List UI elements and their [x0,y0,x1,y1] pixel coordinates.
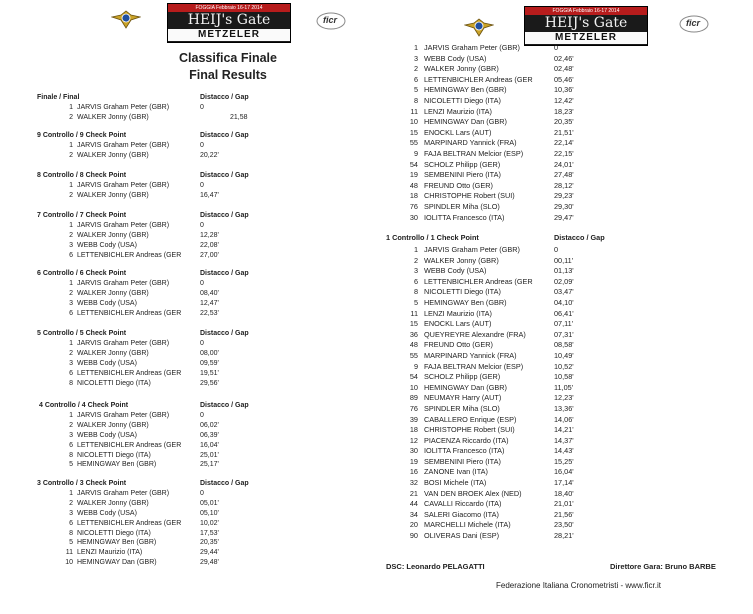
rider-gap: 0 [200,104,204,111]
rider-gap: 29,23' [554,191,574,201]
rider-position: 5 [69,539,73,547]
rider-gap: 21,01' [554,499,574,509]
rider-gap: 11,05' [554,382,574,392]
rider-name: WALKER Jonny (GBR) [77,191,149,199]
rider-name: SEMBENINI Piero (ITA) [424,170,501,180]
banner-sponsor-text: METZELER [168,29,290,41]
rider-name: CABALLERO Enrique (ESP) [424,414,517,424]
rider-gap: 0 [554,245,559,254]
rider-name: JARVIS Graham Peter (GBR) [77,280,170,287]
title-line-2: Final Results [189,68,267,82]
rider-name: HEMINGWAY Dan (GBR) [77,559,157,567]
rider-gap: 16,04' [200,441,219,449]
rider-position: 15 [409,319,418,329]
rider-position: 9 [413,148,418,158]
rider-position: 2 [69,151,73,159]
rider-position: 76 [409,201,418,211]
rider-position: 1 [69,222,73,229]
rider-position: 2 [69,231,73,239]
rider-name: LETTENBICHLER Andreas (GER [77,309,182,317]
section-label: Finale / Final [37,94,80,101]
rider-name: LENZI Maurizio (ITA) [77,549,143,557]
rider-position: 10 [409,382,418,392]
rider-position: 18 [409,425,418,435]
section-label: 5 Controllo / 5 Check Point [37,330,127,337]
rider-gap: 05,01' [200,499,219,507]
rider-gap: 0 [200,490,204,497]
rider-position: 2 [413,255,418,265]
page-title [168,50,288,84]
rider-position: 54 [409,159,418,169]
rider-gap: 05,46' [554,74,574,84]
banner-sponsor-text: METZELER [525,32,647,44]
rider-gap: 25,17' [200,461,219,469]
rider-position: 10 [65,559,73,567]
rider-gap: 14,06' [554,414,574,424]
section-label: 6 Controllo / 6 Check Point [37,270,127,277]
section-label: 4 Controllo / 4 Check Point [39,402,129,409]
rider-position: 1 [69,412,73,419]
rider-name: LETTENBICHLER Andreas (GER [424,74,533,84]
rider-gap: 22,08' [200,241,219,249]
rider-gap: 10,02' [200,519,219,527]
rider-name: ZANONE Ivan (ITA) [424,467,488,477]
rider-position: 2 [69,289,73,297]
rider-name: WEBB Cody (USA) [424,266,487,276]
rider-position: 34 [409,509,418,519]
rider-name: WALKER Jonny (GBR) [77,151,149,159]
rider-gap: 05,10' [200,509,219,517]
rider-position: 6 [69,309,73,317]
rider-name: HEMINGWAY Ben (GBR) [424,297,507,307]
rider-gap: 19,51' [200,369,219,377]
rider-gap: 20,22' [200,151,219,159]
rider-gap: 09,59' [200,359,219,367]
rider-position: 3 [69,359,73,367]
rider-name: CHRISTOPHE Robert (SUI) [424,191,515,201]
rider-gap: 08,00' [200,349,219,357]
rider-gap: 12,47' [200,299,219,307]
rider-position: 8 [69,451,73,459]
rider-name: NICOLETTI Diego (ITA) [77,451,151,459]
rider-position: 39 [409,414,418,424]
rider-name: FREUND Otto (GER) [424,180,493,190]
rider-name: LETTENBICHLER Andreas (GER [77,369,182,377]
rider-position: 48 [409,340,418,350]
rider-gap: 07,11' [554,319,574,329]
rider-name: CHRISTOPHE Robert (SUI) [424,425,515,435]
rider-name: LETTENBICHLER Andreas (GER [77,251,182,259]
rider-gap: 10,49' [554,350,574,360]
moto-club-logo-right-icon [464,16,494,38]
rider-gap: 14,37' [554,435,574,445]
rider-gap: 18,40' [554,488,574,498]
rider-name: VAN DEN BROEK Alex (NED) [424,488,522,498]
event-banner-logo [167,3,291,43]
rider-name: WEBB Cody (USA) [77,241,137,249]
ficr-logo-right [678,13,710,35]
rider-position: 9 [413,361,418,371]
rider-name: HEMINGWAY Dan (GBR) [424,117,507,127]
rider-gap: 21,58 [230,113,248,121]
rider-gap: 17,14' [554,478,574,488]
rider-gap: 02,46' [554,53,574,63]
rider-gap: 12,28' [200,231,219,239]
rider-name: MARCHELLI Michele (ITA) [424,520,511,530]
rider-position: 18 [409,191,418,201]
dsc-name: DSC: Leonardo PELAGATTI [386,562,485,571]
rider-position: 19 [409,170,418,180]
rider-position: 8 [413,287,418,297]
rider-position: 10 [409,117,418,127]
rider-name: SCHOLZ Philipp (GER) [424,159,501,169]
rider-position: 30 [409,212,418,222]
rider-position: 1 [69,142,73,149]
section-label: 9 Controllo / 9 Check Point [37,132,127,139]
rider-name: HEMINGWAY Dan (GBR) [424,382,507,392]
gap-column-header: Distacco / Gap [200,172,249,179]
rider-position: 2 [69,113,73,121]
rider-position: 1 [413,43,418,52]
rider-gap: 18,23' [554,106,574,116]
rider-name: IOLITTA Francesco (ITA) [424,212,505,222]
gap-column-header: Distacco / Gap [200,330,249,337]
moto-club-logo-icon [111,8,141,30]
rider-position: 1 [69,104,73,111]
rider-position: 76 [409,403,418,413]
banner-main-text: HEIJ's Gate [187,12,271,28]
rider-position: 1 [69,182,73,189]
rider-gap: 01,13' [554,266,574,276]
rider-name: WALKER Jonny (GBR) [77,349,149,357]
title-line-1: Classifica Finale [179,51,277,65]
rider-name: MARPINARD Yannick (FRA) [424,138,517,148]
rider-position: 3 [69,241,73,249]
rider-gap: 0 [200,340,204,347]
rider-position: 8 [69,529,73,537]
rider-gap: 02,48' [554,64,574,74]
rider-position: 6 [69,251,73,259]
rider-name: WALKER Jonny (GBR) [77,113,149,121]
rider-position: 21 [409,488,418,498]
gap-column-header: Distacco / Gap [200,132,249,139]
rider-name: FAJA BELTRAN Melcior (ESP) [424,148,524,158]
section-label: 8 Controllo / 8 Check Point [37,172,127,179]
rider-position: 3 [413,53,418,63]
rider-name: WALKER Jonny (GBR) [77,421,149,429]
rider-position: 1 [69,280,73,287]
rider-position: 2 [69,349,73,357]
rider-name: SPINDLER Miha (SLO) [424,201,500,211]
ficr-logo-text: ficr [686,18,701,28]
rider-name: HEMINGWAY Ben (GBR) [77,461,157,469]
rider-position: 5 [413,297,418,307]
gap-column-header: Distacco / Gap [200,94,249,101]
rider-name: SCHOLZ Philipp (GER) [424,372,501,382]
rider-gap: 20,35' [554,117,574,127]
rider-position: 2 [413,64,418,74]
rider-name: MARPINARD Yannick (FRA) [424,350,517,360]
rider-position: 5 [413,85,418,95]
gap-column-header: Distacco / Gap [200,212,249,219]
rider-position: 90 [409,531,418,541]
rider-gap: 28,21' [554,531,574,541]
rider-gap: 14,43' [554,446,574,456]
rider-gap: 06,41' [554,308,574,318]
rider-gap: 21,51' [554,127,574,137]
rider-gap: 27,00' [200,251,219,259]
rider-position: 1 [69,340,73,347]
rider-position: 11 [65,549,73,557]
rider-gap: 22,15' [554,148,574,158]
rider-gap: 0 [200,412,204,419]
banner-top-text: FOGGIA Febbraio 16-17 2014 [168,4,290,12]
rider-name: JARVIS Graham Peter (GBR) [77,340,170,347]
rider-name: HEMINGWAY Ben (GBR) [77,539,157,547]
gap-column-header: Distacco / Gap [554,233,605,242]
rider-gap: 00,11' [554,255,574,265]
rider-gap: 20,35' [200,539,219,547]
rider-gap: 16,04' [554,467,574,477]
rider-name: LETTENBICHLER Andreas (GER [77,519,182,527]
rider-name: WALKER Jonny (GBR) [77,231,149,239]
rider-name: OLIVERAS Dani (ESP) [424,531,500,541]
rider-gap: 23,50' [554,520,574,530]
rider-name: JARVIS Graham Peter (GBR) [77,182,170,189]
rider-gap: 29,48' [200,559,219,567]
rider-name: IOLITTA Francesco (ITA) [424,446,505,456]
rider-position: 8 [413,95,418,105]
rider-name: JARVIS Graham Peter (GBR) [424,245,520,254]
rider-gap: 29,30' [554,201,574,211]
rider-position: 3 [69,509,73,517]
rider-name: SEMBENINI Piero (ITA) [424,456,501,466]
rider-position: 5 [69,461,73,469]
rider-name: JARVIS Graham Peter (GBR) [77,222,170,229]
rider-position: 16 [409,467,418,477]
rider-name: LENZI Maurizio (ITA) [424,308,492,318]
rider-position: 6 [69,519,73,527]
rider-name: SALERI Giacomo (ITA) [424,509,499,519]
rider-name: NICOLETTI Diego (ITA) [77,529,151,537]
rider-position: 32 [409,478,418,488]
rider-position: 11 [410,308,418,318]
section-label: 7 Controllo / 7 Check Point [37,212,127,219]
rider-position: 1 [413,245,418,254]
rider-position: 8 [69,379,73,387]
rider-position: 30 [409,446,418,456]
rider-gap: 10,36' [554,85,574,95]
rider-gap: 0 [554,43,559,52]
rider-position: 1 [69,490,73,497]
rider-gap: 29,56' [200,379,219,387]
rider-gap: 17,53' [200,529,219,537]
rider-gap: 29,47' [554,212,574,222]
rider-name: WEBB Cody (USA) [77,431,137,439]
rider-gap: 15,25' [554,456,574,466]
ficr-logo [315,10,347,32]
rider-gap: 22,14' [554,138,574,148]
ficr-logo-text: ficr [323,15,338,25]
rider-position: 44 [409,499,418,509]
rider-name: ENOCKL Lars (AUT) [424,319,492,329]
rider-name: WALKER Jonny (GBR) [424,64,499,74]
rider-gap: 16,47' [200,191,219,199]
rider-name: WEBB Cody (USA) [77,509,137,517]
rider-position: 15 [409,127,418,137]
federation-footer: Federazione Italiana Cronometristi - www.ficr.it [496,581,661,590]
event-banner-logo-right [524,6,648,46]
gap-column-header: Distacco / Gap [200,402,249,409]
rider-name: JARVIS Graham Peter (GBR) [424,43,520,52]
rider-gap: 14,21' [554,425,574,435]
rider-position: 2 [69,191,73,199]
rider-gap: 10,52' [554,361,574,371]
rider-position: 3 [69,431,73,439]
rider-name: NICOLETTI Diego (ITA) [424,95,501,105]
rider-name: LENZI Maurizio (ITA) [424,106,492,116]
rider-gap: 21,56' [554,509,574,519]
rider-name: NICOLETTI Diego (ITA) [77,379,151,387]
banner-main-text: HEIJ's Gate [544,15,628,31]
rider-gap: 04,10' [554,297,574,307]
rider-gap: 10,58' [554,372,574,382]
rider-gap: 27,48' [554,170,574,180]
rider-position: 54 [409,372,418,382]
gap-column-header: Distacco / Gap [200,480,249,487]
rider-name: WEBB Cody (USA) [77,359,137,367]
rider-position: 3 [69,299,73,307]
rider-gap: 29,44' [200,549,219,557]
rider-position: 12 [409,435,418,445]
rider-gap: 02,09' [554,276,574,286]
rider-gap: 12,23' [554,393,574,403]
rider-position: 36 [409,329,418,339]
rider-name: NICOLETTI Diego (ITA) [424,287,501,297]
rider-gap: 22,53' [200,309,219,317]
rider-position: 55 [409,138,418,148]
rider-gap: 24,01' [554,159,574,169]
rider-gap: 0 [200,280,204,287]
rider-name: WEBB Cody (USA) [424,53,487,63]
rider-gap: 03,47' [554,287,574,297]
rider-position: 6 [69,369,73,377]
rider-name: JARVIS Graham Peter (GBR) [77,412,170,419]
rider-gap: 13,36' [554,403,574,413]
rider-name: WEBB Cody (USA) [77,299,137,307]
race-director-name: Direttore Gara: Bruno BARBE [610,562,716,571]
section-label: 3 Controllo / 3 Check Point [37,480,127,487]
rider-name: QUEYREYRE Alexandre (FRA) [424,329,526,339]
banner-top-text: FOGGIA Febbraio 16-17 2014 [525,7,647,15]
rider-position: 6 [413,276,418,286]
rider-gap: 08,58' [554,340,574,350]
rider-position: 6 [413,74,418,84]
rider-position: 55 [409,350,418,360]
rider-position: 20 [409,520,418,530]
rider-gap: 06,02' [200,421,219,429]
rider-name: WALKER Jonny (GBR) [77,499,149,507]
rider-name: LETTENBICHLER Andreas (GER [424,276,533,286]
rider-name: WALKER Jonny (GBR) [77,289,149,297]
rider-gap: 06,39' [200,431,219,439]
rider-gap: 08,40' [200,289,219,297]
rider-name: WALKER Jonny (GBR) [424,255,499,265]
rider-name: SPINDLER Miha (SLO) [424,403,500,413]
rider-gap: 25,01' [200,451,219,459]
rider-name: FREUND Otto (GER) [424,340,493,350]
rider-name: NEUMAYR Harry (AUT) [424,393,502,403]
rider-gap: 0 [200,142,204,149]
rider-position: 19 [409,456,418,466]
rider-name: BOSI Michele (ITA) [424,478,487,488]
rider-gap: 0 [200,182,204,189]
gap-column-header: Distacco / Gap [200,270,249,277]
rider-position: 2 [69,421,73,429]
rider-name: JARVIS Graham Peter (GBR) [77,104,170,111]
rider-name: HEMINGWAY Ben (GBR) [424,85,507,95]
rider-position: 48 [409,180,418,190]
rider-position: 3 [413,266,418,276]
rider-name: JARVIS Graham Peter (GBR) [77,490,170,497]
rider-position: 89 [409,393,418,403]
rider-name: FAJA BELTRAN Melcior (ESP) [424,361,524,371]
rider-position: 2 [69,499,73,507]
rider-position: 11 [410,106,418,116]
rider-name: JARVIS Graham Peter (GBR) [77,142,170,149]
rider-name: LETTENBICHLER Andreas (GER [77,441,182,449]
rider-position: 6 [69,441,73,449]
rider-gap: 07,31' [554,329,574,339]
section-label: 1 Controllo / 1 Check Point [386,233,479,242]
rider-name: ENOCKL Lars (AUT) [424,127,492,137]
rider-name: CAVALLI Riccardo (ITA) [424,499,502,509]
rider-name: PIACENZA Riccardo (ITA) [424,435,509,445]
rider-gap: 0 [200,222,204,229]
rider-gap: 12,42' [554,95,574,105]
rider-gap: 28,12' [554,180,574,190]
